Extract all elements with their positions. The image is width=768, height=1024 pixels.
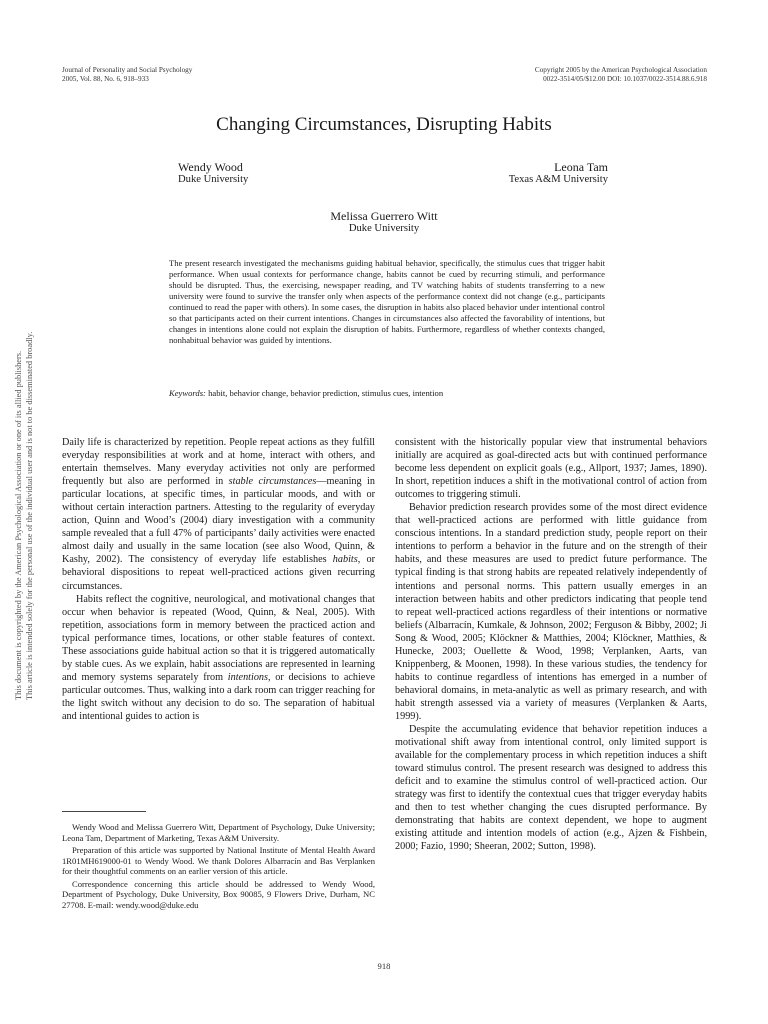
keywords-text: habit, behavior change, behavior prediction, stimulus cues, intention (208, 388, 444, 398)
body-paragraph: Behavior prediction research provides some of the most direct evidence that well-practiced actions are performed with little guidance from conscious intentions. In a standard prediction study, people report on their intentions to perform a behavior in the future and on the strength of their habits, and these measures are used to predict future performance. The typical finding is that strong habits are repeated relatively independently of intentions and personal norms. This pattern usually emerges in an interaction between habits and other predictors indicating that people tend to repeat well-practiced actions regardless of their intentions or normative beliefs (Albarracín, Kumkale, & Johnson, 2002; Ferguson & Bibby, 2002; Ji Song & Wood, 2005; Klöckner & Matthies, 2004; Klöckner, Matthies, & Hunecke, 2003; Ouellette & Wood, 1998; Verplanken, Aarts, van Knippenberg, & Moonen, 1998). In these various studies, the tendency for habits to continue regardless of intentions has emerged in a number of behavioral domains, in meta-analytic as well as primary research, and with habit strength assessed via a variety of measures (Verplanken & Aarts, 1999). (395, 502, 707, 722)
author-block-1 (178, 161, 248, 186)
body-column-right (395, 436, 707, 854)
copyright-notice: Copyright 2005 by the American Psychological Association (534, 66, 707, 74)
author-affiliation: Duke University (348, 223, 420, 234)
author-footnotes (62, 822, 375, 912)
sidebar-line-1: This document is copyrighted by the American Psychological Association or one of its allied publishers. (14, 350, 23, 700)
journal-volume: 2005, Vol. 88, No. 6, 918–933 (62, 74, 149, 83)
keywords-label: Keywords: (169, 388, 206, 398)
author-affiliation: Duke University (178, 174, 249, 185)
author-name: Leona Tam (554, 160, 608, 174)
footnote-divider (62, 811, 146, 812)
sidebar-line-2: This article is intended solely for the personal use of the individual user and is not to be disseminated broadly. (24, 331, 34, 700)
copyright-header (535, 66, 707, 83)
body-paragraph: Daily life is characterized by repetition. People repeat actions as they fulfill everyday responsibilities at work and at home, interact with others, and entertain themselves. Many everyday activities not only are performed frequently but also are performed in stable circumstances—meaning in particular locations, at specific times, in particular moods, and with or without certain interaction partners. Attesting to the regularity of everyday action, Quinn and Wood’s (2004) diary investigation with a community sample revealed that a full 47% of participants’ daily activities were enacted almost daily and usually in the same location (see also Wood, Quinn, & Kashy, 2002). The consistency of everyday life establishes habits, or behavioral dispositions to repeat well-practiced actions given recurring circumstances. (62, 437, 375, 592)
body-column-left (62, 436, 375, 723)
footnote-correspondence: Correspondence concerning this article should be addressed to Wendy Wood, Department of Psychology, Duke University, Box 90085, 9 Flowers Drive, Durham, NC 27708. E-mail: wendy.wood@duke.edu (62, 878, 375, 910)
copyright-sidebar (0, 0, 34, 1024)
journal-header (62, 66, 192, 83)
abstract: The present research investigated the mechanisms guiding habitual behavior, specifically, the stimulus cues that trigger habit performance. When usual contexts for performance change, habits cannot be cued by recurring stimuli, and performance should be disrupted. Thus, the exercising, newspaper reading, and TV watching habits of students transferring to a new university were found to survive the transfer only when aspects of the performance context did not change (e.g., participants continued to read the paper with others). In some cases, the disruption in habits also placed behavior under intentional control so that participants acted on their current intentions. Changes in circumstances also affected the favorability of intentions, but changes in intentions alone could not explain the disruption of habits. Furthermore, regardless of whether contexts changed, nonhabitual behavior was guided by intentions. (169, 258, 605, 346)
keywords-line (169, 388, 605, 399)
article-title: Changing Circumstances, Disrupting Habits (216, 114, 552, 135)
author-name: Wendy Wood (178, 160, 243, 174)
author-block-3 (0, 210, 768, 235)
body-paragraph: consistent with the historically popular view that instrumental behaviors initially are acquired as goal-directed acts but with continued performance become less dependent on explicit goals (e.g., Allport, 1937; James, 1890). In short, repetition induces a shift in the motivational control of action from outcomes to triggering stimuli. (395, 437, 707, 501)
author-block-2 (509, 161, 608, 186)
doi-line: 0022-3514/05/$12.00 DOI: 10.1037/0022-3514.88.6.918 (543, 74, 707, 83)
author-affiliation: Texas A&M University (508, 174, 608, 185)
body-paragraph: Habits reflect the cognitive, neurological, and motivational changes that occur when behavior is repeated (Wood, Quinn, & Neal, 2005). With repetition, associations form in memory between the practiced action and typical performance times, locations, or other stable features of context. These associations guide habitual action so that it is triggered automatically by stable cues. As we explain, habit associations are represented in learning and memory systems separately from intentions, or decisions to achieve particular outcomes. Thus, walking into a dark room can trigger reaching for the light switch without any decision to do so. The separation of habitual and intentional guides to action is (62, 593, 375, 722)
page-number: 918 (377, 961, 391, 971)
body-paragraph: Despite the accumulating evidence that behavior repetition induces a motivational shift away from intentional control, only limited support is available for the complementary process in which repetition induces a shift toward stimulus control. The present research was designed to address this deficit and to examine the stimulus control of well-practiced action. Our strategy was first to identify the contextual cues that trigger everyday habits and then to test whether changing the cues disrupted performance. By demonstrating that habits are context dependent, we hope to augment existing attitude and intention models of action (e.g., Ajzen & Fishbein, 2000; Fazio, 1990; Sheeran, 2002; Sutton, 1998). (395, 724, 707, 853)
author-name: Melissa Guerrero Witt (330, 209, 438, 223)
journal-name: Journal of Personality and Social Psychology (62, 66, 193, 74)
footnote-acknowledgments: Preparation of this article was supported by National Institute of Mental Health Award 1R01MH619000-01 to Wendy Wood. We thank Dolores Albarracín and Bas Verplanken for their thoughtful comments on an earlier version of this article. (62, 844, 375, 877)
footnote-affiliations: Wendy Wood and Melissa Guerrero Witt, Department of Psychology, Duke University; Leona Tam, Department of Marketing, Texas A&M University. (62, 822, 375, 843)
